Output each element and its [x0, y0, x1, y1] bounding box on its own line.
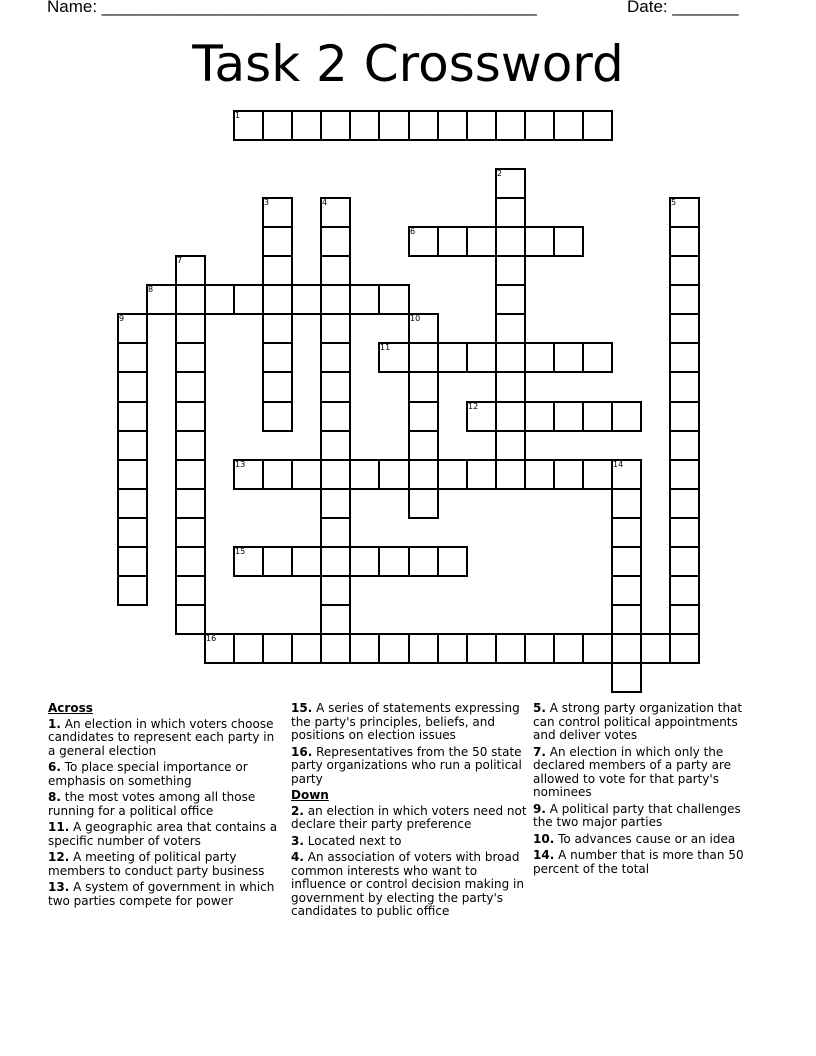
- grid-cell[interactable]: [495, 633, 526, 664]
- grid-cell[interactable]: [495, 168, 526, 199]
- grid-cell[interactable]: [408, 226, 439, 257]
- grid-cell[interactable]: [291, 284, 322, 315]
- grid-cell[interactable]: [262, 459, 293, 490]
- grid-cell[interactable]: [233, 459, 264, 490]
- grid-cell[interactable]: [378, 110, 410, 141]
- grid-cell[interactable]: [669, 633, 700, 664]
- grid-cell[interactable]: [669, 546, 700, 577]
- grid-cell[interactable]: [611, 459, 642, 490]
- grid-cell[interactable]: [262, 342, 293, 373]
- clue-text: A series of statements expressing the party's principles, beliefs, and positions on election issues: [291, 701, 520, 742]
- grid-cell[interactable]: [437, 459, 468, 490]
- cell-number: 13: [235, 460, 246, 469]
- grid-cell[interactable]: [466, 110, 497, 141]
- grid-cell[interactable]: [669, 517, 700, 548]
- grid-cell[interactable]: [524, 342, 555, 373]
- grid-cell[interactable]: [611, 517, 642, 548]
- across-clue[interactable]: [48, 761, 284, 788]
- grid-cell[interactable]: [320, 313, 351, 344]
- grid-cell[interactable]: [175, 313, 206, 344]
- clue-number: 7.: [533, 744, 546, 759]
- grid-cell[interactable]: [437, 110, 468, 141]
- grid-cell[interactable]: [408, 342, 439, 373]
- grid-cell[interactable]: [437, 342, 468, 373]
- grid-cell[interactable]: [233, 633, 264, 664]
- clue-text: Located next to: [307, 833, 402, 848]
- grid-cell[interactable]: [669, 371, 700, 403]
- clue-column-3: [533, 702, 759, 879]
- clue-text: An association of voters with broad common interests who want to influence or control decision making in government by electing the party's candidates to public office: [291, 850, 524, 918]
- down-clue[interactable]: [533, 849, 759, 876]
- grid-cell[interactable]: [117, 430, 148, 461]
- clue-number: 9.: [533, 801, 546, 816]
- grid-cell[interactable]: [262, 546, 293, 577]
- grid-cell[interactable]: [408, 488, 439, 519]
- cell-number: 12: [468, 402, 479, 411]
- grid-cell[interactable]: [320, 633, 351, 664]
- grid-cell[interactable]: [349, 284, 380, 315]
- cell-number: 7: [177, 256, 183, 265]
- down-clue[interactable]: [533, 702, 759, 743]
- grid-cell[interactable]: [669, 430, 700, 461]
- clue-text: the most votes among all those running for a political office: [48, 790, 256, 818]
- clue-number: 1.: [48, 716, 61, 731]
- clue-number: 16.: [291, 744, 313, 759]
- grid-cell[interactable]: [262, 255, 293, 286]
- grid-cell[interactable]: [349, 546, 380, 577]
- grid-cell[interactable]: [320, 197, 351, 228]
- clue-number: 3.: [291, 833, 304, 848]
- down-clue[interactable]: [533, 803, 759, 830]
- grid-cell[interactable]: [175, 401, 206, 432]
- grid-cell[interactable]: [495, 459, 526, 490]
- cell-number: 8: [148, 285, 154, 294]
- grid-cell[interactable]: [553, 342, 584, 373]
- grid-cell[interactable]: [291, 459, 322, 490]
- across-clue[interactable]: [291, 746, 527, 787]
- cell-number: 16: [206, 634, 217, 643]
- grid-cell[interactable]: [117, 313, 148, 344]
- grid-cell[interactable]: [233, 546, 264, 577]
- grid-cell[interactable]: [495, 401, 526, 432]
- down-clue[interactable]: [291, 835, 527, 849]
- grid-cell[interactable]: [524, 226, 555, 257]
- grid-cell[interactable]: [233, 284, 264, 315]
- grid-cell[interactable]: [611, 488, 642, 519]
- grid-cell[interactable]: [175, 255, 206, 286]
- grid-cell[interactable]: [437, 633, 468, 664]
- grid-cell[interactable]: [669, 255, 700, 286]
- grid-cell[interactable]: [175, 488, 206, 519]
- across-clue[interactable]: [48, 881, 284, 908]
- grid-cell[interactable]: [466, 342, 497, 373]
- cell-number: 10: [410, 314, 421, 323]
- down-clue[interactable]: [533, 746, 759, 800]
- clue-text: To advances cause or an idea: [558, 831, 736, 846]
- grid-cell[interactable]: [175, 546, 206, 577]
- clue-number: 2.: [291, 803, 304, 818]
- clue-number: 4.: [291, 850, 304, 864]
- grid-cell[interactable]: [669, 342, 700, 373]
- grid-cell[interactable]: [175, 459, 206, 490]
- clue-text: A number that is more than 50 percent of the total: [533, 848, 744, 876]
- across-clue[interactable]: [291, 702, 527, 743]
- clue-text: To place special importance or emphasis on something: [48, 760, 248, 788]
- grid-cell[interactable]: [408, 459, 439, 490]
- clue-number: 8.: [48, 790, 61, 804]
- grid-cell[interactable]: [175, 371, 206, 403]
- clue-number: 14.: [533, 848, 555, 862]
- grid-cell[interactable]: [320, 284, 351, 315]
- grid-cell[interactable]: [378, 633, 410, 664]
- grid-cell[interactable]: [524, 459, 555, 490]
- cell-number: 3: [264, 198, 270, 207]
- grid-cell[interactable]: [495, 197, 526, 228]
- grid-cell[interactable]: [175, 430, 206, 461]
- grid-cell[interactable]: [262, 401, 293, 432]
- grid-cell[interactable]: [117, 517, 148, 548]
- grid-cell[interactable]: [378, 459, 410, 490]
- grid-cell[interactable]: [495, 226, 526, 257]
- grid-cell[interactable]: [582, 342, 613, 373]
- grid-cell[interactable]: [611, 575, 642, 606]
- grid-cell[interactable]: [262, 633, 293, 664]
- grid-cell[interactable]: [320, 255, 351, 286]
- clue-text: A political party that challenges the two major parties: [533, 801, 741, 829]
- grid-cell[interactable]: [582, 459, 613, 490]
- grid-cell[interactable]: [495, 313, 526, 344]
- grid-cell[interactable]: [320, 546, 351, 577]
- grid-cell[interactable]: [669, 604, 700, 635]
- grid-cell[interactable]: [262, 313, 293, 344]
- grid-cell[interactable]: [175, 517, 206, 548]
- grid-cell[interactable]: [175, 575, 206, 606]
- clue-number: 13.: [48, 880, 70, 894]
- grid-cell[interactable]: [204, 284, 235, 315]
- grid-cell[interactable]: [669, 197, 700, 228]
- grid-cell[interactable]: [320, 110, 351, 141]
- grid-cell[interactable]: [320, 488, 351, 519]
- grid-cell[interactable]: [349, 633, 380, 664]
- grid-cell[interactable]: [611, 633, 642, 664]
- grid-cell[interactable]: [669, 488, 700, 519]
- grid-cell[interactable]: [466, 401, 497, 432]
- grid-cell[interactable]: [291, 633, 322, 664]
- down-clue[interactable]: [291, 851, 527, 919]
- grid-cell[interactable]: [262, 226, 293, 257]
- grid-cell[interactable]: [262, 284, 293, 315]
- grid-cell[interactable]: [611, 546, 642, 577]
- grid-cell[interactable]: [524, 401, 555, 432]
- grid-cell[interactable]: [611, 604, 642, 635]
- across-clue[interactable]: [48, 718, 284, 759]
- grid-cell[interactable]: [175, 604, 206, 635]
- grid-cell[interactable]: [378, 342, 410, 373]
- grid-cell[interactable]: [320, 575, 351, 606]
- grid-cell[interactable]: [495, 284, 526, 315]
- grid-cell[interactable]: [320, 604, 351, 635]
- clue-number: 15.: [291, 701, 313, 715]
- grid-cell[interactable]: [204, 633, 235, 664]
- cell-number: 5: [671, 198, 677, 207]
- grid-cell[interactable]: [291, 546, 322, 577]
- name-field-label: Name: ______________________________________________: [47, 0, 537, 16]
- page-title: Task 2 Crossword: [192, 35, 624, 93]
- grid-cell[interactable]: [117, 371, 148, 403]
- cell-number: 4: [322, 198, 328, 207]
- clue-text: Representatives from the 50 state party organizations who run a political party: [291, 744, 522, 786]
- cell-number: 6: [410, 227, 416, 236]
- grid-cell[interactable]: [408, 401, 439, 432]
- grid-cell[interactable]: [408, 430, 439, 461]
- grid-cell[interactable]: [320, 517, 351, 548]
- grid-cell[interactable]: [669, 313, 700, 344]
- grid-cell[interactable]: [466, 459, 497, 490]
- clue-column-1: [48, 702, 284, 911]
- clue-text: A strong party organization that can control political appointments and deliver votes: [533, 701, 743, 742]
- grid-cell[interactable]: [669, 226, 700, 257]
- grid-cell[interactable]: [408, 546, 439, 577]
- grid-cell[interactable]: [117, 342, 148, 373]
- grid-cell[interactable]: [408, 110, 439, 141]
- cell-number: 2: [497, 169, 503, 178]
- down-clue[interactable]: [291, 805, 527, 832]
- date-field-label: Date: _______: [627, 0, 739, 16]
- grid-cell[interactable]: [553, 459, 584, 490]
- grid-cell[interactable]: [669, 401, 700, 432]
- grid-cell[interactable]: [320, 226, 351, 257]
- grid-cell[interactable]: [553, 110, 584, 141]
- clue-number: 5.: [533, 701, 546, 715]
- grid-cell[interactable]: [495, 342, 526, 373]
- grid-cell[interactable]: [553, 401, 584, 432]
- grid-cell[interactable]: [320, 371, 351, 403]
- grid-cell[interactable]: [378, 546, 410, 577]
- across-clue[interactable]: [48, 821, 284, 848]
- grid-cell[interactable]: [349, 459, 380, 490]
- grid-cell[interactable]: [582, 401, 613, 432]
- grid-cell[interactable]: [669, 575, 700, 606]
- grid-cell[interactable]: [408, 313, 439, 344]
- clue-text: A system of government in which two parties compete for power: [48, 880, 275, 908]
- grid-cell[interactable]: [117, 459, 148, 490]
- clue-number: 11.: [48, 820, 70, 834]
- grid-cell[interactable]: [611, 662, 642, 693]
- cell-number: 9: [119, 314, 125, 323]
- grid-cell[interactable]: [320, 430, 351, 461]
- clue-number: 6.: [48, 760, 61, 774]
- grid-cell[interactable]: [437, 546, 468, 577]
- across-clue[interactable]: [48, 791, 284, 818]
- grid-cell[interactable]: [553, 633, 584, 664]
- across-clue[interactable]: [48, 851, 284, 878]
- grid-cell[interactable]: [495, 110, 526, 141]
- grid-cell[interactable]: [378, 284, 410, 315]
- grid-cell[interactable]: [320, 342, 351, 373]
- grid-cell[interactable]: [349, 110, 380, 141]
- grid-cell[interactable]: [262, 197, 293, 228]
- clue-text: An election in which only the declared members of a party are allowed to vote for that party's nominees: [533, 744, 732, 799]
- clue-number: 10.: [533, 831, 555, 846]
- grid-cell[interactable]: [117, 401, 148, 432]
- grid-cell[interactable]: [669, 459, 700, 490]
- grid-cell[interactable]: [582, 110, 613, 141]
- grid-cell[interactable]: [437, 226, 468, 257]
- clue-text: An election in which voters choose candidates to represent each party in a general election: [48, 716, 275, 758]
- grid-cell[interactable]: [640, 633, 671, 664]
- down-heading: Down: [291, 788, 329, 802]
- clue-text: an election in which voters need not declare their party preference: [291, 803, 527, 831]
- cell-number: 14: [613, 460, 624, 469]
- grid-cell[interactable]: [466, 633, 497, 664]
- cell-number: 15: [235, 547, 246, 556]
- grid-cell[interactable]: [582, 633, 613, 664]
- grid-cell[interactable]: [117, 575, 148, 606]
- grid-cell[interactable]: [611, 401, 642, 432]
- grid-cell[interactable]: [408, 633, 439, 664]
- grid-cell[interactable]: [262, 110, 293, 141]
- grid-cell[interactable]: [466, 226, 497, 257]
- grid-cell[interactable]: [408, 371, 439, 403]
- grid-cell[interactable]: [117, 546, 148, 577]
- grid-cell[interactable]: [233, 110, 264, 141]
- clue-number: 12.: [48, 850, 70, 864]
- across-heading: Across: [48, 701, 93, 715]
- grid-cell[interactable]: [146, 284, 177, 315]
- cell-number: 1: [235, 111, 241, 120]
- grid-cell[interactable]: [320, 459, 351, 490]
- clue-column-2: [291, 702, 527, 922]
- grid-cell[interactable]: [495, 430, 526, 461]
- down-clue[interactable]: [533, 833, 759, 847]
- grid-cell[interactable]: [175, 284, 206, 315]
- clue-text: A meeting of political party members to conduct party business: [48, 850, 265, 878]
- grid-cell[interactable]: [524, 110, 555, 141]
- grid-cell[interactable]: [524, 633, 555, 664]
- clue-text: A geographic area that contains a specific number of voters: [48, 820, 278, 848]
- grid-cell[interactable]: [175, 342, 206, 373]
- grid-cell[interactable]: [495, 255, 526, 286]
- cell-number: 11: [380, 343, 391, 352]
- grid-cell[interactable]: [117, 488, 148, 519]
- grid-cell[interactable]: [669, 284, 700, 315]
- grid-cell[interactable]: [320, 401, 351, 432]
- grid-cell[interactable]: [291, 110, 322, 141]
- grid-cell[interactable]: [495, 371, 526, 403]
- grid-cell[interactable]: [553, 226, 584, 257]
- grid-cell[interactable]: [262, 371, 293, 403]
